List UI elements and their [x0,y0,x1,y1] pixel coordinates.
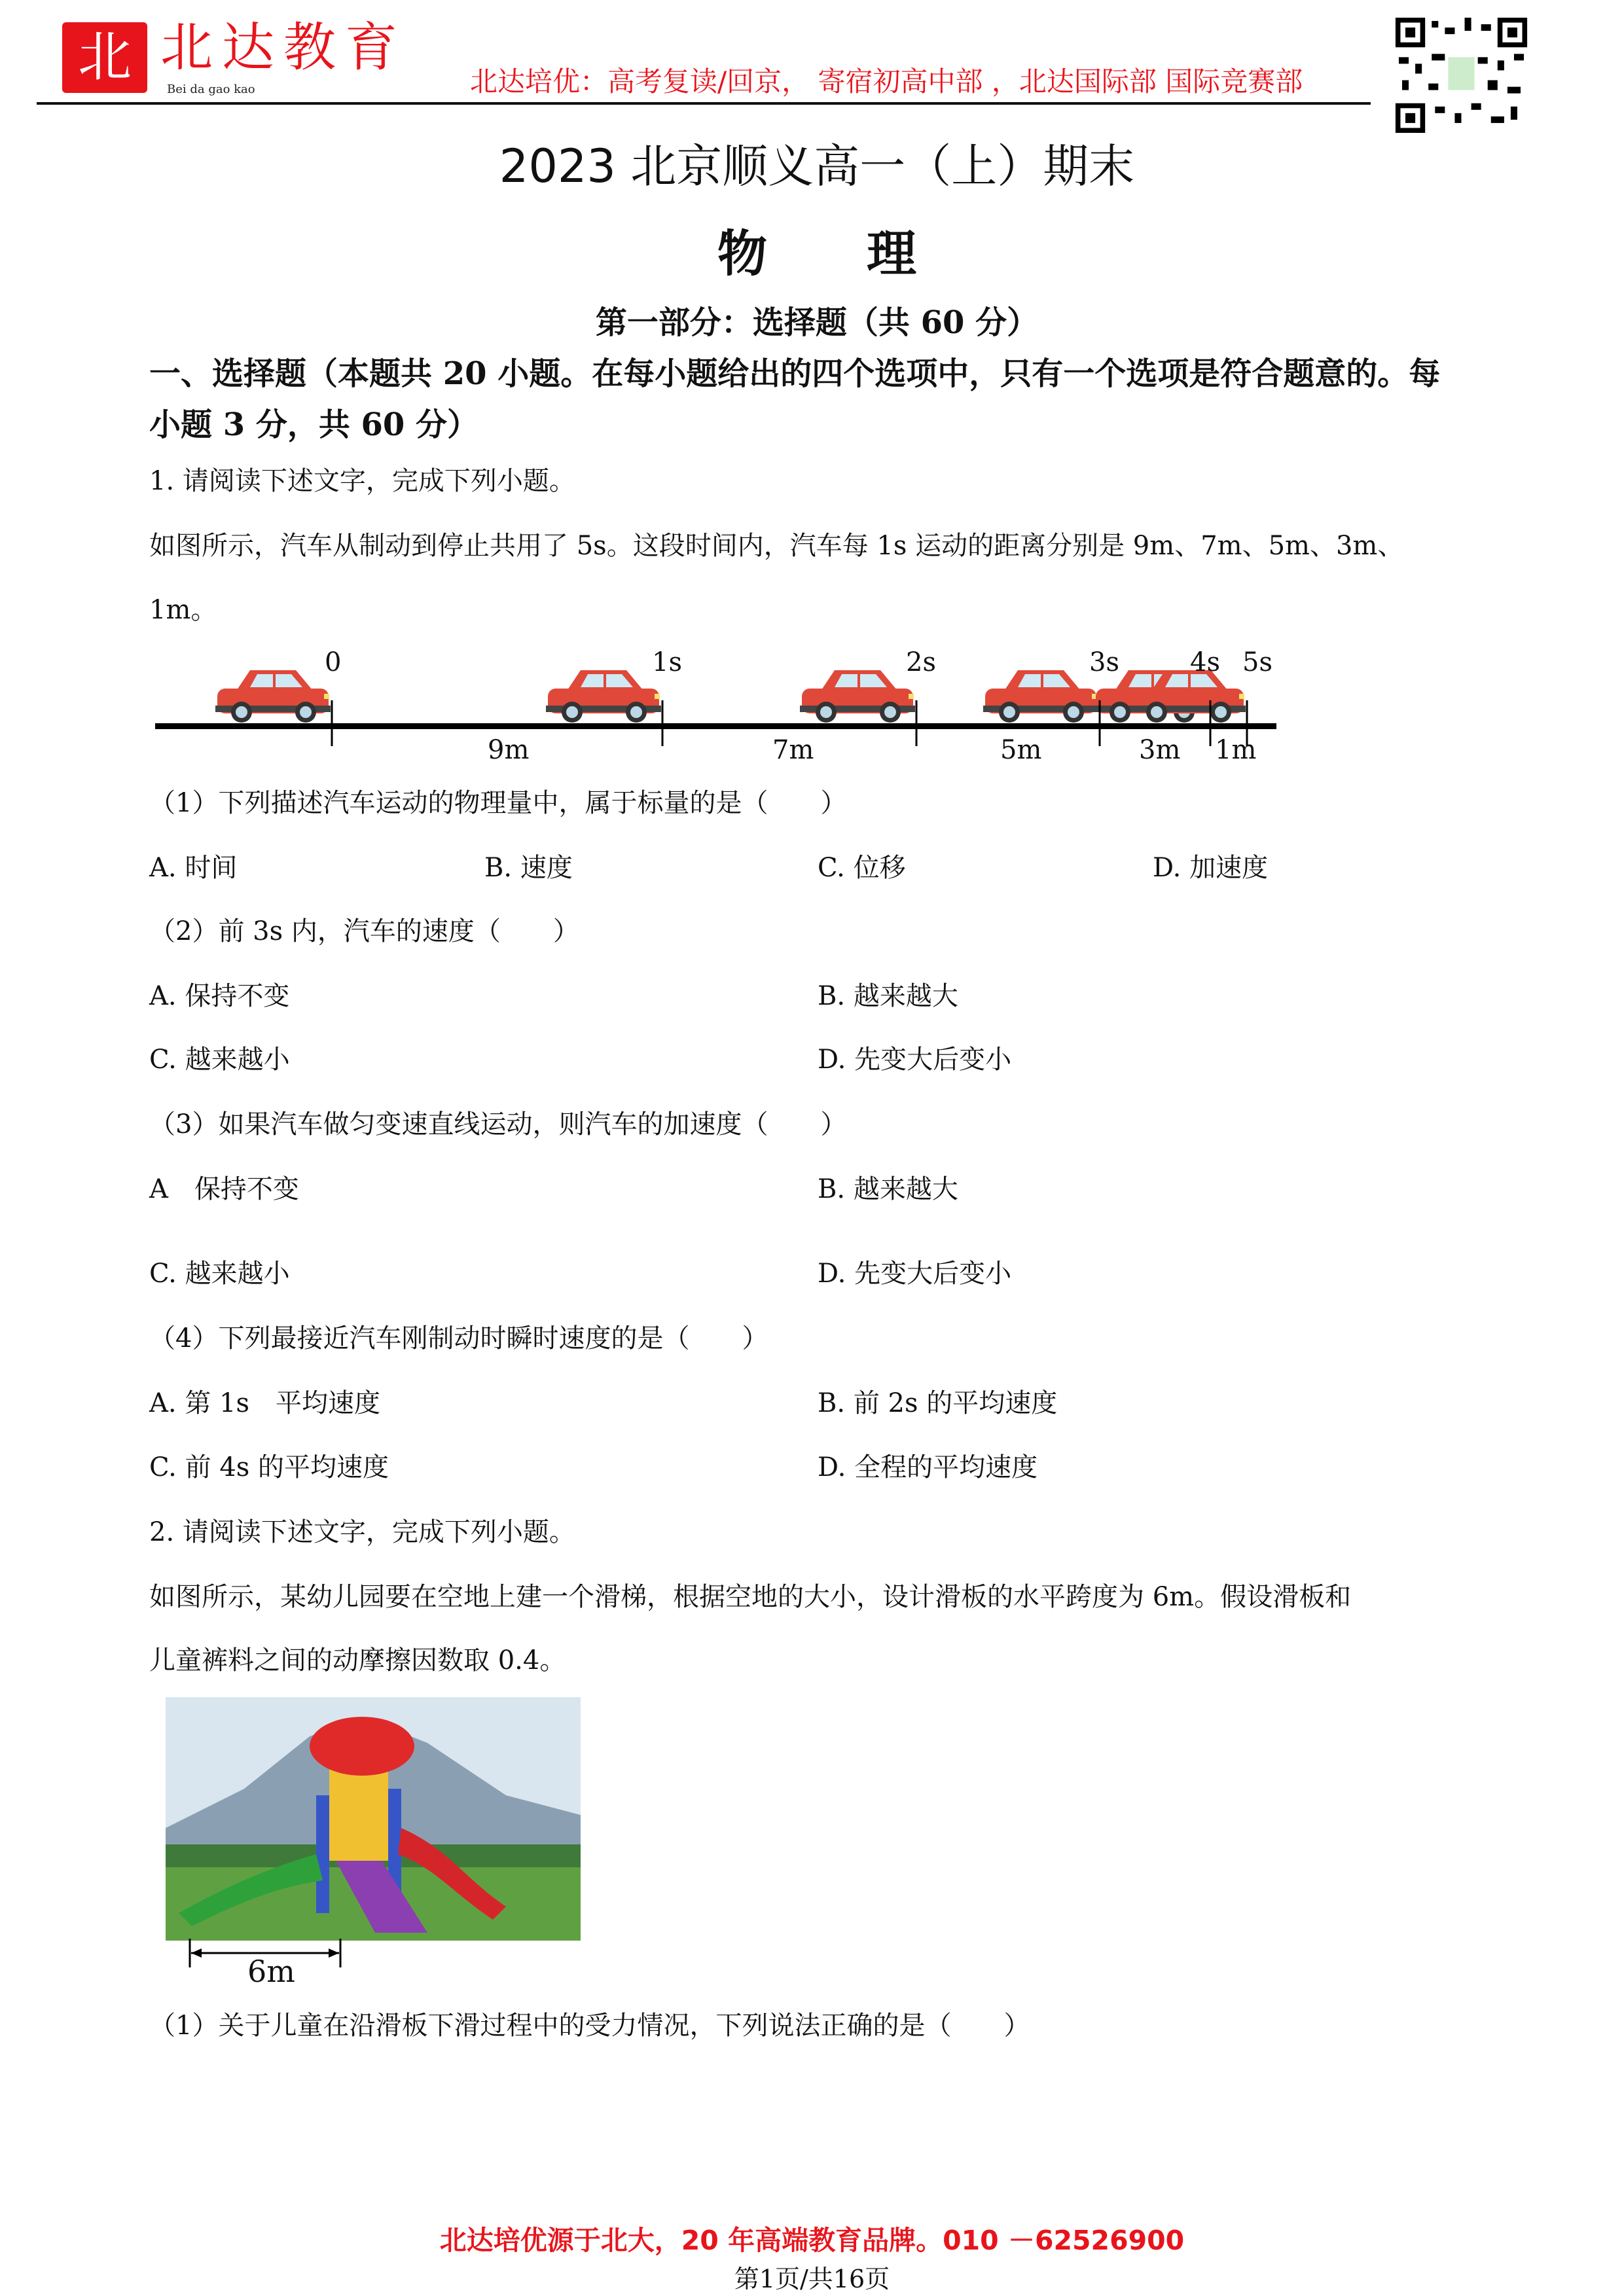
distance-label: 5m [1000,735,1042,765]
q1-3-option-d: D. 先变大后变小 [818,1259,1012,1289]
q1-2-option-b: B. 越来越大 [818,981,958,1011]
q1-4-stem: （4）下列最接近汽车刚制动时瞬时速度的是（ ） [149,1323,768,1354]
q1-4-option-c: C. 前 4s 的平均速度 [149,1452,389,1482]
q1-4-option-d: D. 全程的平均速度 [818,1452,1038,1482]
q1-3-option-c: C. 越来越小 [149,1259,290,1289]
car-icon [215,670,331,723]
footer-slogan: 北达培优源于北大，20 年高端教育品牌。010 －62526900 [439,2225,1185,2256]
qr-code-icon [1395,18,1528,133]
q1-2-option-d: D. 先变大后变小 [818,1045,1012,1075]
q1-text: 如图所示，汽车从制动到停止共用了 5s。这段时间内，汽车每 1s 运动的距离分别是 9m、7m、5m、3m、 [149,531,1404,561]
q2-text: 如图所示，某幼儿园要在空地上建一个滑梯，根据空地的大小，设计滑板的水平跨度为 6m。假设滑板和 [149,1582,1352,1612]
section-title-cont: 小题 3 分，共 60 分） [149,406,479,443]
section-title: 一、选择题（本题共 20 小题。在每小题给出的四个选项中，只有一个选项是符合题意的。每 [149,355,1441,392]
logo [62,17,429,101]
q1-3-option-a: A 保持不变 [149,1174,299,1204]
playground-slide-photo [166,1697,581,1941]
q1-2-stem: （2）前 3s 内，汽车的速度（ ） [149,916,579,946]
page-number: 第1页/共16页 [734,2265,890,2293]
q1-1-stem: （1）下列描述汽车运动的物理量中，属于标量的是（ ） [149,788,847,818]
distance-label: 7m [772,735,814,765]
q2-text-cont: 儿童裤料之间的动摩擦因数取 0.4。 [149,1645,566,1676]
q1-2-option-c: C. 越来越小 [149,1045,290,1075]
header-divider [37,102,1371,105]
time-label: 3s [1089,647,1119,677]
time-label: 5s [1242,647,1272,677]
q1-3-stem: （3）如果汽车做匀变速直线运动，则汽车的加速度（ ） [149,1109,847,1139]
q1-4-option-b: B. 前 2s 的平均速度 [818,1388,1058,1418]
distance-label: 3m [1139,735,1181,765]
q1-1-option-d: D. 加速度 [1153,853,1269,883]
q1-3-option-b: B. 越来越大 [818,1174,958,1204]
time-label: 4s [1190,647,1220,677]
subject-title: 物 理 [717,224,916,283]
time-label: 2s [906,647,936,677]
q1-4-option-a: A. 第 1s 平均速度 [149,1388,381,1418]
car-icon [800,670,915,723]
road-line [155,723,1276,729]
logo-mark: 北 [62,22,147,93]
part-title: 第一部分：选择题（共 60 分） [595,304,1039,341]
time-label: 1s [652,647,682,677]
car-icon [983,670,1098,723]
distance-label: 9m [488,735,530,765]
logo-pinyin: Bei da gao kao [167,82,255,96]
time-label: 0 [325,647,342,677]
logo-text: 北达教育 [160,17,406,78]
q2-intro: 2. 请阅读下述文字，完成下列小题。 [149,1517,575,1547]
dimension-label: 6m [247,1954,295,1989]
q2-1-stem: （1）关于儿童在沿滑板下滑过程中的受力情况，下列说法正确的是（ ） [149,2011,1030,2041]
q1-1-option-c: C. 位移 [818,853,906,883]
q1-1-option-a: A. 时间 [149,853,238,883]
distance-label: 1m [1215,735,1257,765]
header-slogan: 北达培优：高考复读/回京， 寄宿初高中部 ，北达国际部 国际竞赛部 [470,65,1303,98]
q1-1-option-b: B. 速度 [484,853,573,883]
exam-title: 2023 北京顺义高一（上）期末 [499,139,1135,193]
q1-text-cont: 1m。 [149,595,217,625]
car-icon [546,670,661,723]
q1-intro: 1. 请阅读下述文字，完成下列小题。 [149,466,575,496]
q1-2-option-a: A. 保持不变 [149,981,290,1011]
